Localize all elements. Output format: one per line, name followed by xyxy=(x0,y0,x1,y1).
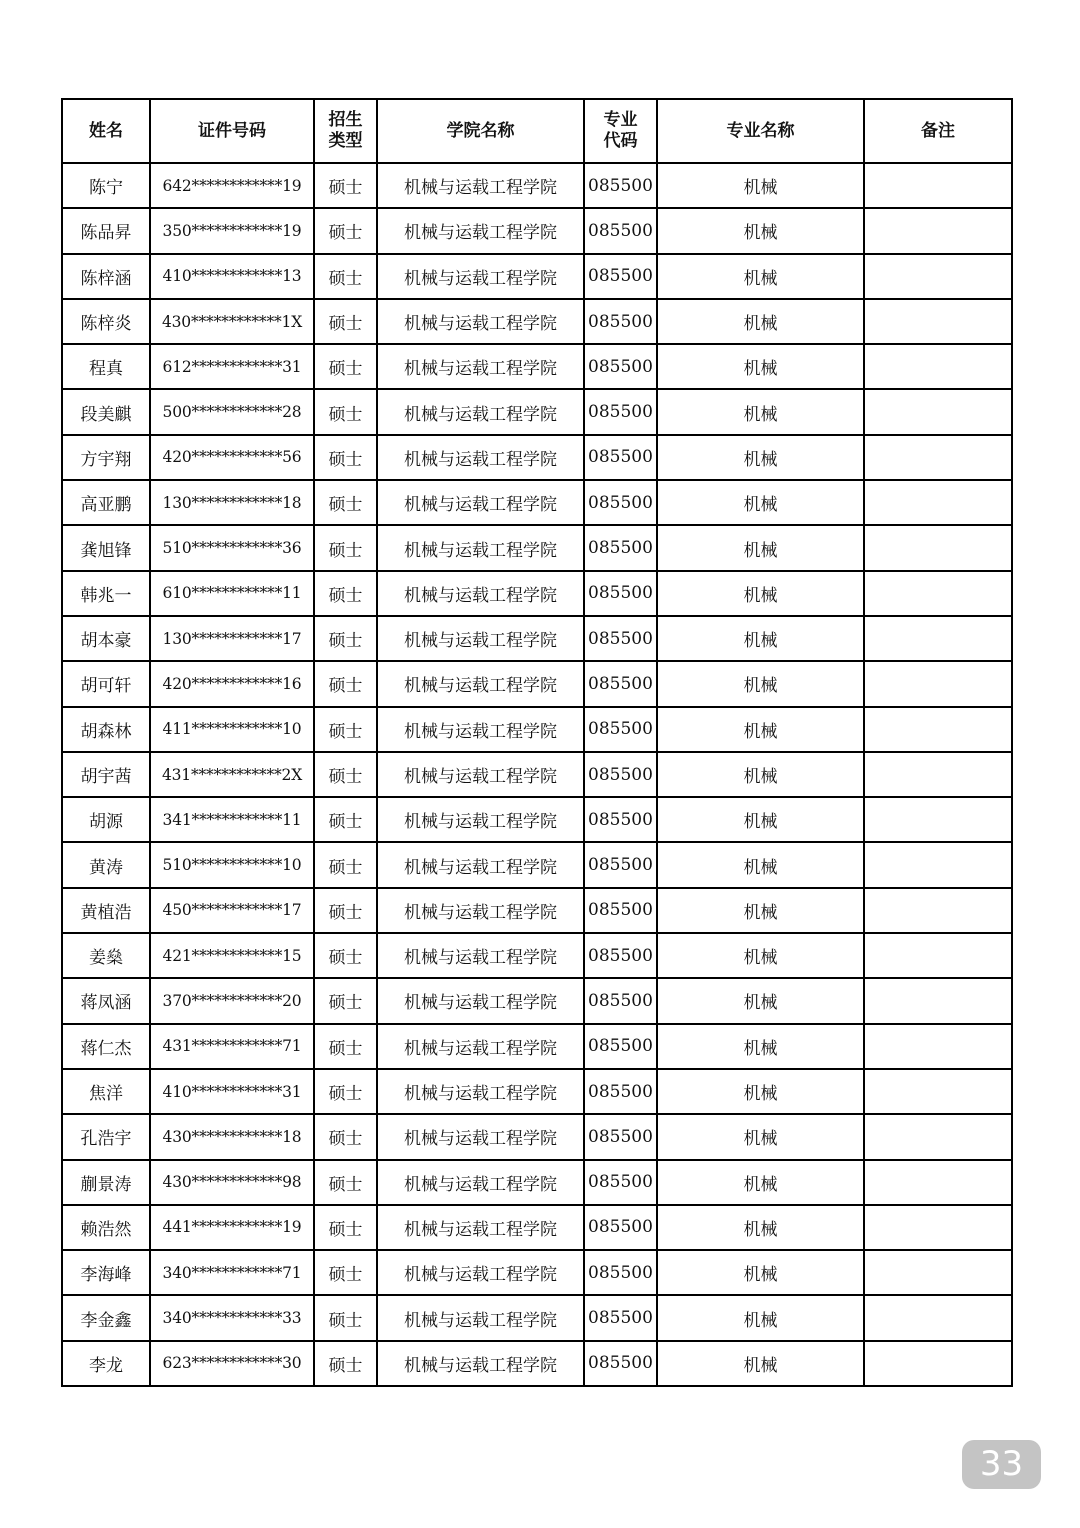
cell-name: 蒋凤涵 xyxy=(62,978,150,1023)
table-row xyxy=(62,707,1012,752)
cell-enroll-type: 硕士 xyxy=(314,661,377,706)
cell-remarks xyxy=(864,1341,1012,1386)
cell-major-code: 085500 xyxy=(584,1250,657,1295)
table-row xyxy=(62,797,1012,842)
cell-college: 机械与运载工程学院 xyxy=(377,842,584,887)
cell-remarks xyxy=(864,344,1012,389)
cell-enroll-type: 硕士 xyxy=(314,1160,377,1205)
cell-id-number: 510************36 xyxy=(150,525,314,570)
cell-major-code: 085500 xyxy=(584,888,657,933)
cell-id-number: 350************19 xyxy=(150,208,314,253)
cell-major-code: 085500 xyxy=(584,1114,657,1159)
cell-name: 黄植浩 xyxy=(62,888,150,933)
cell-major-code: 085500 xyxy=(584,752,657,797)
cell-id-number: 431************2X xyxy=(150,752,314,797)
cell-major-code: 085500 xyxy=(584,208,657,253)
cell-name: 李金鑫 xyxy=(62,1295,150,1340)
cell-name: 程真 xyxy=(62,344,150,389)
cell-enroll-type: 硕士 xyxy=(314,707,377,752)
cell-major-code: 085500 xyxy=(584,616,657,661)
cell-college: 机械与运载工程学院 xyxy=(377,1341,584,1386)
cell-remarks xyxy=(864,1205,1012,1250)
cell-major-code: 085500 xyxy=(584,480,657,525)
table-row xyxy=(62,435,1012,480)
cell-id-number: 430************1X xyxy=(150,299,314,344)
cell-name: 胡源 xyxy=(62,797,150,842)
cell-college: 机械与运载工程学院 xyxy=(377,344,584,389)
cell-remarks xyxy=(864,163,1012,208)
header-major-name: 专业名称 xyxy=(657,99,864,163)
cell-remarks xyxy=(864,752,1012,797)
cell-major-code: 085500 xyxy=(584,435,657,480)
cell-major-name: 机械 xyxy=(657,1341,864,1386)
cell-name: 陈梓炎 xyxy=(62,299,150,344)
cell-major-code: 085500 xyxy=(584,797,657,842)
page-number-badge: 33 xyxy=(962,1440,1041,1489)
table-row xyxy=(62,1341,1012,1386)
cell-college: 机械与运载工程学院 xyxy=(377,208,584,253)
cell-major-name: 机械 xyxy=(657,344,864,389)
cell-enroll-type: 硕士 xyxy=(314,208,377,253)
cell-remarks xyxy=(864,933,1012,978)
cell-name: 李龙 xyxy=(62,1341,150,1386)
table-row xyxy=(62,933,1012,978)
cell-major-name: 机械 xyxy=(657,299,864,344)
cell-enroll-type: 硕士 xyxy=(314,1114,377,1159)
table-row xyxy=(62,616,1012,661)
cell-id-number: 500************28 xyxy=(150,389,314,434)
header-college: 学院名称 xyxy=(377,99,584,163)
header-name: 姓名 xyxy=(62,99,150,163)
cell-enroll-type: 硕士 xyxy=(314,978,377,1023)
cell-enroll-type: 硕士 xyxy=(314,1295,377,1340)
header-enroll-type: 招生 类型 xyxy=(314,99,377,163)
cell-id-number: 421************15 xyxy=(150,933,314,978)
cell-enroll-type: 硕士 xyxy=(314,389,377,434)
table-body xyxy=(62,163,1012,1386)
cell-college: 机械与运载工程学院 xyxy=(377,1024,584,1069)
cell-id-number: 431************71 xyxy=(150,1024,314,1069)
cell-major-code: 085500 xyxy=(584,163,657,208)
cell-major-code: 085500 xyxy=(584,842,657,887)
table-row xyxy=(62,389,1012,434)
cell-id-number: 441************19 xyxy=(150,1205,314,1250)
cell-college: 机械与运载工程学院 xyxy=(377,254,584,299)
cell-id-number: 411************10 xyxy=(150,707,314,752)
cell-name: 胡可轩 xyxy=(62,661,150,706)
cell-enroll-type: 硕士 xyxy=(314,435,377,480)
table-row xyxy=(62,1160,1012,1205)
cell-remarks xyxy=(864,254,1012,299)
table-row xyxy=(62,1295,1012,1340)
cell-college: 机械与运载工程学院 xyxy=(377,661,584,706)
cell-remarks xyxy=(864,1024,1012,1069)
cell-major-name: 机械 xyxy=(657,525,864,570)
cell-major-code: 085500 xyxy=(584,1160,657,1205)
cell-name: 姜燊 xyxy=(62,933,150,978)
cell-major-code: 085500 xyxy=(584,1205,657,1250)
cell-id-number: 612************31 xyxy=(150,344,314,389)
cell-enroll-type: 硕士 xyxy=(314,1341,377,1386)
cell-enroll-type: 硕士 xyxy=(314,797,377,842)
cell-remarks xyxy=(864,616,1012,661)
cell-college: 机械与运载工程学院 xyxy=(377,1160,584,1205)
cell-remarks xyxy=(864,208,1012,253)
cell-id-number: 430************98 xyxy=(150,1160,314,1205)
cell-id-number: 610************11 xyxy=(150,571,314,616)
cell-college: 机械与运载工程学院 xyxy=(377,752,584,797)
cell-enroll-type: 硕士 xyxy=(314,299,377,344)
cell-major-code: 085500 xyxy=(584,933,657,978)
cell-remarks xyxy=(864,661,1012,706)
cell-major-name: 机械 xyxy=(657,435,864,480)
cell-enroll-type: 硕士 xyxy=(314,616,377,661)
cell-id-number: 130************18 xyxy=(150,480,314,525)
cell-id-number: 340************71 xyxy=(150,1250,314,1295)
cell-id-number: 430************18 xyxy=(150,1114,314,1159)
header-remarks: 备注 xyxy=(864,99,1012,163)
cell-college: 机械与运载工程学院 xyxy=(377,389,584,434)
cell-college: 机械与运载工程学院 xyxy=(377,571,584,616)
cell-enroll-type: 硕士 xyxy=(314,480,377,525)
cell-id-number: 410************13 xyxy=(150,254,314,299)
cell-major-code: 085500 xyxy=(584,389,657,434)
cell-id-number: 340************33 xyxy=(150,1295,314,1340)
cell-major-name: 机械 xyxy=(657,661,864,706)
cell-id-number: 370************20 xyxy=(150,978,314,1023)
cell-id-number: 420************16 xyxy=(150,661,314,706)
cell-name: 韩兆一 xyxy=(62,571,150,616)
cell-id-number: 642************19 xyxy=(150,163,314,208)
table-row xyxy=(62,208,1012,253)
table-row xyxy=(62,1114,1012,1159)
cell-name: 蒯景涛 xyxy=(62,1160,150,1205)
cell-major-name: 机械 xyxy=(657,389,864,434)
cell-college: 机械与运载工程学院 xyxy=(377,1295,584,1340)
cell-major-name: 机械 xyxy=(657,1069,864,1114)
cell-enroll-type: 硕士 xyxy=(314,1024,377,1069)
table-header xyxy=(62,99,1012,163)
cell-remarks xyxy=(864,1114,1012,1159)
cell-major-name: 机械 xyxy=(657,797,864,842)
cell-major-name: 机械 xyxy=(657,616,864,661)
admission-list-table-container xyxy=(61,98,1011,1387)
cell-major-name: 机械 xyxy=(657,752,864,797)
cell-remarks xyxy=(864,888,1012,933)
cell-major-name: 机械 xyxy=(657,163,864,208)
cell-college: 机械与运载工程学院 xyxy=(377,525,584,570)
cell-remarks xyxy=(864,1069,1012,1114)
cell-name: 陈宁 xyxy=(62,163,150,208)
cell-name: 蒋仁杰 xyxy=(62,1024,150,1069)
cell-college: 机械与运载工程学院 xyxy=(377,1205,584,1250)
cell-major-code: 085500 xyxy=(584,1295,657,1340)
cell-college: 机械与运载工程学院 xyxy=(377,888,584,933)
cell-college: 机械与运载工程学院 xyxy=(377,1250,584,1295)
cell-enroll-type: 硕士 xyxy=(314,163,377,208)
cell-name: 龚旭锋 xyxy=(62,525,150,570)
cell-remarks xyxy=(864,480,1012,525)
cell-major-name: 机械 xyxy=(657,933,864,978)
cell-name: 黄涛 xyxy=(62,842,150,887)
cell-college: 机械与运载工程学院 xyxy=(377,978,584,1023)
table-row xyxy=(62,1250,1012,1295)
table-row xyxy=(62,842,1012,887)
table-row xyxy=(62,661,1012,706)
cell-college: 机械与运载工程学院 xyxy=(377,707,584,752)
cell-name: 方宇翔 xyxy=(62,435,150,480)
cell-major-code: 085500 xyxy=(584,525,657,570)
cell-college: 机械与运载工程学院 xyxy=(377,616,584,661)
table-row xyxy=(62,1069,1012,1114)
cell-name: 孔浩宇 xyxy=(62,1114,150,1159)
cell-enroll-type: 硕士 xyxy=(314,254,377,299)
cell-major-code: 085500 xyxy=(584,299,657,344)
cell-remarks xyxy=(864,389,1012,434)
table-row xyxy=(62,1024,1012,1069)
cell-remarks xyxy=(864,435,1012,480)
cell-major-name: 机械 xyxy=(657,1295,864,1340)
cell-college: 机械与运载工程学院 xyxy=(377,933,584,978)
table-row xyxy=(62,254,1012,299)
cell-name: 段美麒 xyxy=(62,389,150,434)
cell-college: 机械与运载工程学院 xyxy=(377,1069,584,1114)
table-row xyxy=(62,1205,1012,1250)
cell-enroll-type: 硕士 xyxy=(314,1205,377,1250)
cell-major-name: 机械 xyxy=(657,1250,864,1295)
cell-major-code: 085500 xyxy=(584,978,657,1023)
cell-remarks xyxy=(864,299,1012,344)
table-row xyxy=(62,978,1012,1023)
cell-major-code: 085500 xyxy=(584,1024,657,1069)
cell-enroll-type: 硕士 xyxy=(314,525,377,570)
table-row xyxy=(62,752,1012,797)
cell-college: 机械与运载工程学院 xyxy=(377,1114,584,1159)
table-row xyxy=(62,344,1012,389)
header-major-code: 专业 代码 xyxy=(584,99,657,163)
cell-college: 机械与运载工程学院 xyxy=(377,797,584,842)
cell-name: 胡森林 xyxy=(62,707,150,752)
cell-major-code: 085500 xyxy=(584,661,657,706)
header-row xyxy=(62,99,1012,163)
cell-major-code: 085500 xyxy=(584,707,657,752)
cell-major-name: 机械 xyxy=(657,1114,864,1159)
cell-id-number: 130************17 xyxy=(150,616,314,661)
cell-name: 陈梓涵 xyxy=(62,254,150,299)
cell-remarks xyxy=(864,1295,1012,1340)
cell-enroll-type: 硕士 xyxy=(314,842,377,887)
cell-major-name: 机械 xyxy=(657,1160,864,1205)
cell-college: 机械与运载工程学院 xyxy=(377,480,584,525)
table-row xyxy=(62,525,1012,570)
cell-major-name: 机械 xyxy=(657,842,864,887)
cell-remarks xyxy=(864,571,1012,616)
cell-enroll-type: 硕士 xyxy=(314,344,377,389)
cell-major-name: 机械 xyxy=(657,254,864,299)
cell-college: 机械与运载工程学院 xyxy=(377,435,584,480)
cell-college: 机械与运载工程学院 xyxy=(377,299,584,344)
cell-major-name: 机械 xyxy=(657,571,864,616)
cell-major-name: 机械 xyxy=(657,208,864,253)
cell-remarks xyxy=(864,707,1012,752)
cell-remarks xyxy=(864,797,1012,842)
cell-name: 高亚鹏 xyxy=(62,480,150,525)
table-row xyxy=(62,299,1012,344)
cell-major-code: 085500 xyxy=(584,254,657,299)
cell-major-name: 机械 xyxy=(657,1024,864,1069)
cell-major-code: 085500 xyxy=(584,1069,657,1114)
cell-college: 机械与运载工程学院 xyxy=(377,163,584,208)
cell-id-number: 450************17 xyxy=(150,888,314,933)
cell-major-code: 085500 xyxy=(584,1341,657,1386)
cell-name: 胡本豪 xyxy=(62,616,150,661)
cell-enroll-type: 硕士 xyxy=(314,888,377,933)
cell-enroll-type: 硕士 xyxy=(314,933,377,978)
admission-list-table xyxy=(61,98,1013,1387)
cell-name: 李海峰 xyxy=(62,1250,150,1295)
cell-major-code: 085500 xyxy=(584,571,657,616)
cell-remarks xyxy=(864,1250,1012,1295)
cell-id-number: 410************31 xyxy=(150,1069,314,1114)
cell-major-name: 机械 xyxy=(657,978,864,1023)
table-row xyxy=(62,163,1012,208)
cell-id-number: 420************56 xyxy=(150,435,314,480)
header-id-number: 证件号码 xyxy=(150,99,314,163)
cell-id-number: 623************30 xyxy=(150,1341,314,1386)
cell-remarks xyxy=(864,842,1012,887)
cell-major-code: 085500 xyxy=(584,344,657,389)
table-row xyxy=(62,888,1012,933)
cell-id-number: 341************11 xyxy=(150,797,314,842)
cell-remarks xyxy=(864,978,1012,1023)
cell-id-number: 510************10 xyxy=(150,842,314,887)
cell-major-name: 机械 xyxy=(657,1205,864,1250)
table-row xyxy=(62,480,1012,525)
cell-enroll-type: 硕士 xyxy=(314,752,377,797)
cell-enroll-type: 硕士 xyxy=(314,571,377,616)
cell-enroll-type: 硕士 xyxy=(314,1069,377,1114)
cell-major-name: 机械 xyxy=(657,707,864,752)
cell-enroll-type: 硕士 xyxy=(314,1250,377,1295)
cell-major-name: 机械 xyxy=(657,480,864,525)
cell-major-name: 机械 xyxy=(657,888,864,933)
cell-name: 赖浩然 xyxy=(62,1205,150,1250)
cell-remarks xyxy=(864,1160,1012,1205)
cell-name: 陈品昇 xyxy=(62,208,150,253)
cell-name: 焦洋 xyxy=(62,1069,150,1114)
cell-name: 胡宇茜 xyxy=(62,752,150,797)
table-row xyxy=(62,571,1012,616)
cell-remarks xyxy=(864,525,1012,570)
